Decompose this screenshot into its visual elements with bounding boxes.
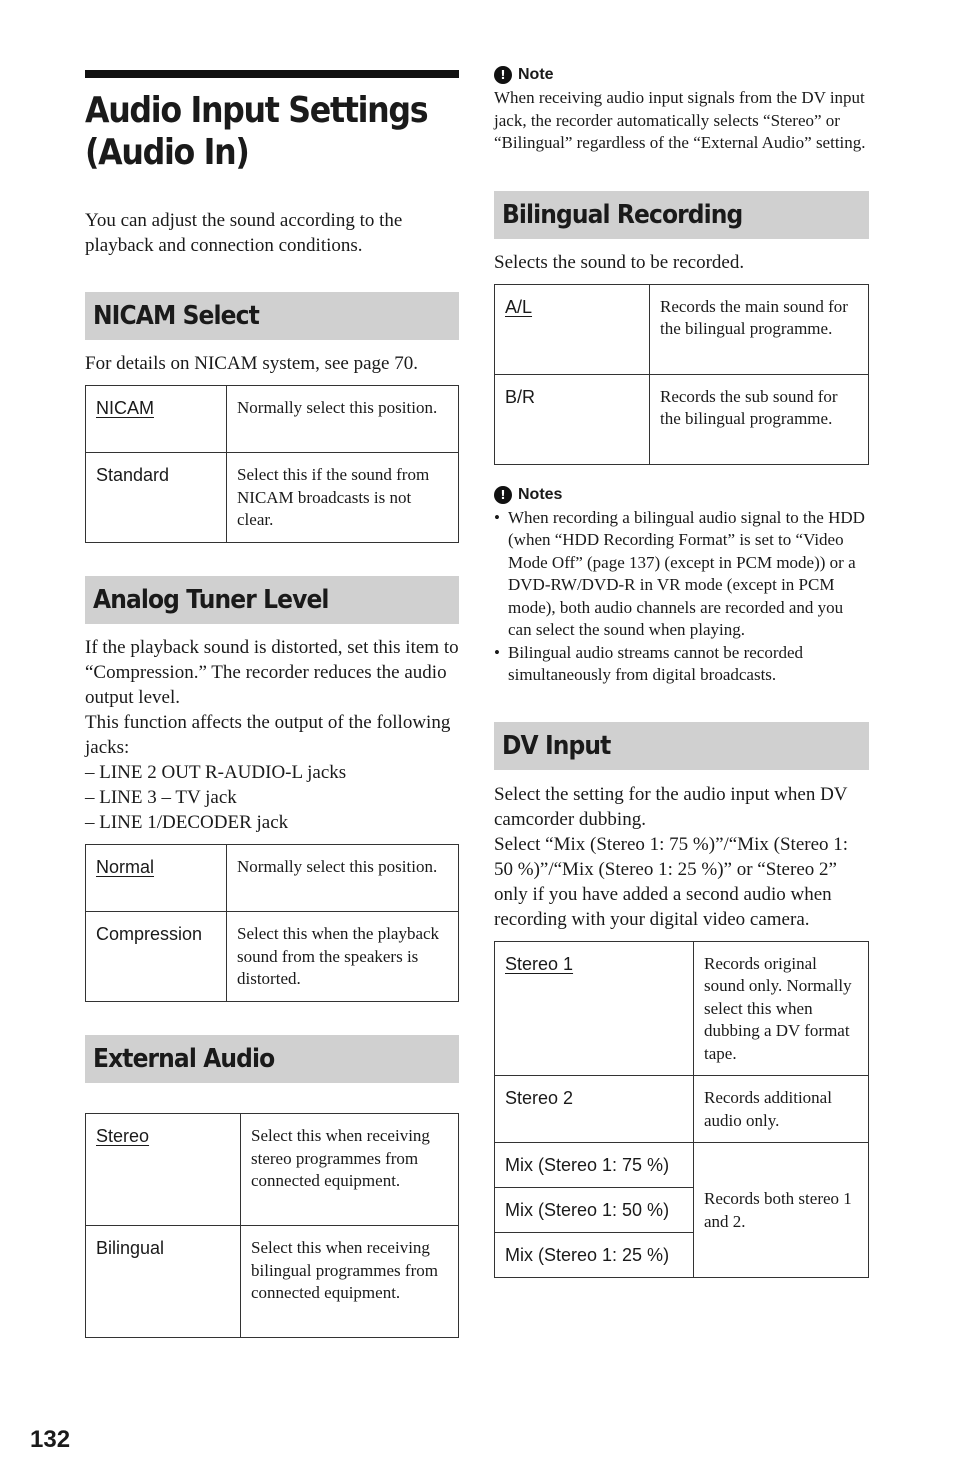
- option-description: Select this when receiving bilingual programmes from connected equipment.: [241, 1226, 459, 1338]
- table-row: [495, 284, 869, 374]
- list-item: • Bilingual audio streams cannot be recorded simultaneously from digital broadcasts.: [494, 642, 869, 687]
- right-column: [494, 64, 869, 1278]
- dv-table: [494, 941, 869, 1279]
- table-row: [495, 1143, 869, 1188]
- analog-description: [85, 635, 459, 835]
- note-icon: !: [494, 486, 512, 504]
- table-row: [86, 1114, 459, 1226]
- option-description: Records both stereo 1 and 2.: [694, 1143, 869, 1278]
- table-row: [86, 912, 459, 1002]
- bilingual-description: Selects the sound to be recorded.: [494, 251, 745, 273]
- bilingual-recording-heading: Bilingual Recording: [494, 191, 869, 239]
- option-stereo-1: Stereo 1: [505, 953, 574, 974]
- table-row: [86, 453, 459, 543]
- analog-tuner-level-heading: Analog Tuner Level: [85, 576, 459, 624]
- option-stereo: Stereo: [96, 1126, 150, 1146]
- table-row: [86, 1226, 459, 1338]
- option-description: Select this when the playback sound from the speakers is distorted.: [227, 912, 459, 1002]
- bilingual-table: [494, 284, 869, 465]
- left-column: [85, 70, 459, 1338]
- analog-para1: If the playback sound is distorted, set this item to “Compression.” The recorder reduces the audio output level.: [85, 637, 459, 708]
- notes-label: Notes: [518, 485, 563, 503]
- option-mix-75: Mix (Stereo 1: 75 %): [495, 1143, 694, 1188]
- title-rule: [85, 70, 459, 78]
- note-text: When receiving audio input signals from the DV input jack, the recorder automatically selects “Stereo” or “Bilingual” regardless of the “External Audio” setting.: [494, 88, 866, 152]
- option-br: B/R: [495, 374, 650, 464]
- table-row: [495, 374, 869, 464]
- option-mix-50: Mix (Stereo 1: 50 %): [495, 1188, 694, 1233]
- option-bilingual: Bilingual: [86, 1226, 241, 1338]
- dv-para2: Select “Mix (Stereo 1: 75 %)”/“Mix (Stereo 1: 50 %)”/“Mix (Stereo 1: 25 %)” or “Stereo 2” only if you have added a second audio when recording with your digital video camera.: [494, 833, 849, 930]
- option-normal: Normal: [96, 857, 155, 877]
- jack-item: – LINE 3 – TV jack: [85, 787, 237, 808]
- table-row: [495, 941, 869, 1076]
- option-nicam: NICAM: [96, 398, 154, 418]
- notes-heading: [494, 484, 869, 506]
- option-compression: Compression: [86, 912, 227, 1002]
- list-item: • When recording a bilingual audio signal to the HDD (when “HDD Recording Format” is set to “Video Mode Off” (page 137) (except in PCM mode)) or a DVD-RW/DVD-R in VR mode (except in PCM mode), both audio channels are recorded and you can select the sound when playing.: [494, 507, 869, 642]
- dv-input-heading: DV Input: [494, 722, 869, 770]
- analog-para2: This function affects the output of the following jacks:: [85, 712, 451, 758]
- option-description: Normally select this position.: [227, 845, 459, 912]
- note-icon: !: [494, 66, 512, 84]
- external-table: [85, 1113, 459, 1338]
- jack-item: – LINE 2 OUT R-AUDIO-L jacks: [85, 762, 347, 783]
- option-description: Select this when receiving stereo programmes from connected equipment.: [241, 1114, 459, 1226]
- option-description: Records additional audio only.: [694, 1076, 869, 1143]
- option-mix-25: Mix (Stereo 1: 25 %): [495, 1233, 694, 1278]
- note-heading: [494, 64, 869, 86]
- option-description: Records the sub sound for the bilingual programme.: [650, 374, 869, 464]
- dv-description: [494, 782, 869, 932]
- option-description: Normally select this position.: [227, 386, 459, 453]
- note-label: Note: [518, 66, 554, 83]
- table-row: [86, 386, 459, 453]
- intro-text: You can adjust the sound according to the playback and connection conditions.: [85, 210, 403, 256]
- external-audio-heading: External Audio: [85, 1035, 459, 1083]
- nicam-table: [85, 385, 459, 543]
- option-standard: Standard: [86, 453, 227, 543]
- table-row: [86, 845, 459, 912]
- notes-list: [494, 507, 869, 687]
- page-title: Audio Input Settings (Audio In): [85, 90, 428, 173]
- option-stereo-2: Stereo 2: [495, 1076, 694, 1143]
- option-description: Records original sound only. Normally select this when dubbing a DV format tape.: [694, 941, 869, 1076]
- jack-item: – LINE 1/DECODER jack: [85, 812, 289, 833]
- dv-para1: Select the setting for the audio input when DV camcorder dubbing.: [494, 783, 848, 830]
- option-description: Select this if the sound from NICAM broadcasts is not clear.: [227, 453, 459, 543]
- analog-table: [85, 844, 459, 1002]
- nicam-select-heading: NICAM Select: [85, 292, 459, 340]
- option-al: A/L: [505, 296, 533, 317]
- option-description: Records the main sound for the bilingual programme.: [650, 284, 869, 374]
- page-number: 132: [30, 1426, 71, 1453]
- table-row: [495, 1076, 869, 1143]
- nicam-description: For details on NICAM system, see page 70.: [85, 353, 418, 374]
